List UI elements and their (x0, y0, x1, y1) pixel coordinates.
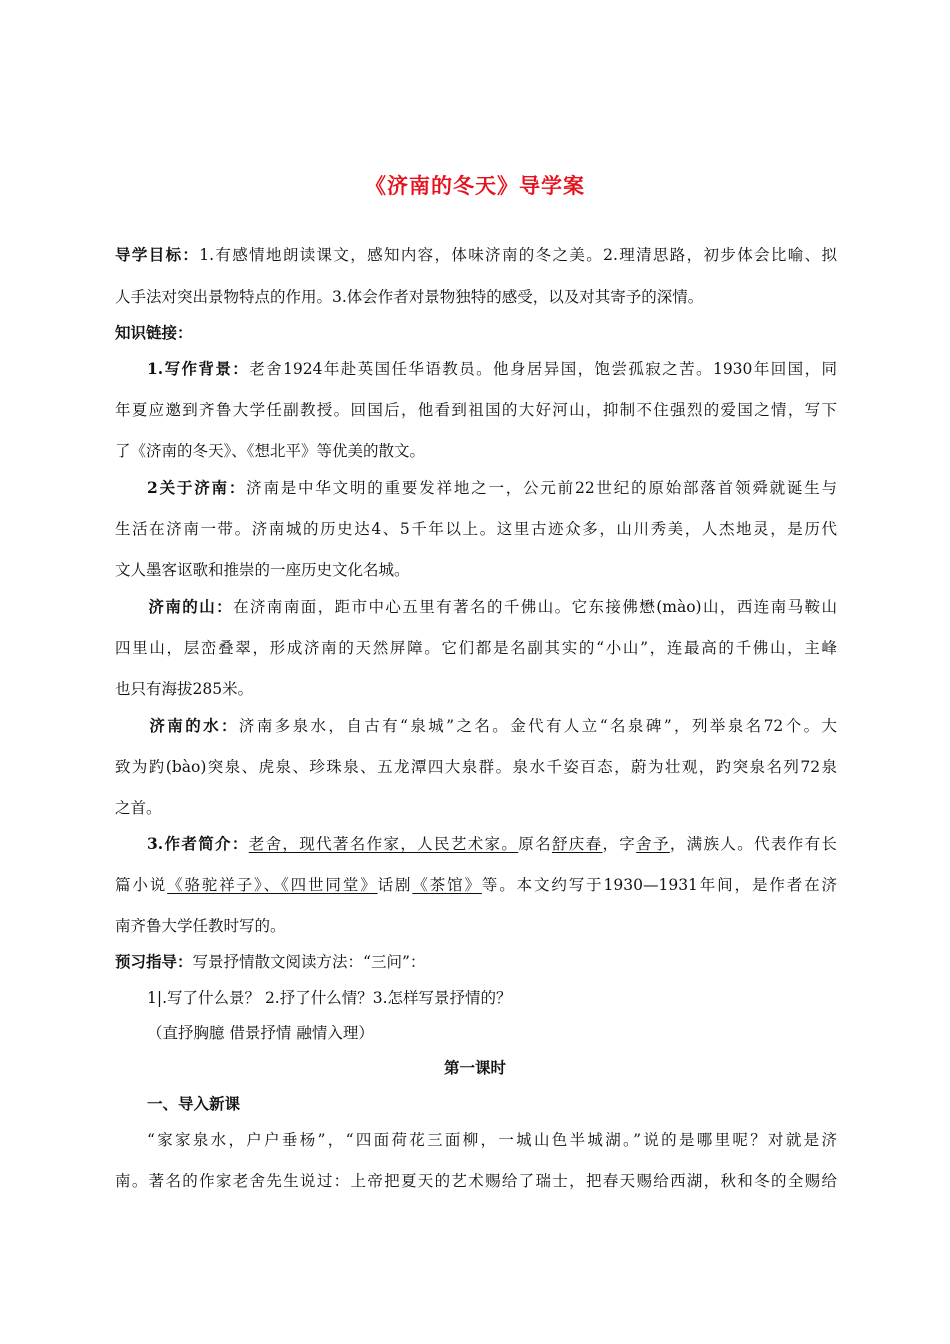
background-line-3: 了《济南的冬天》、《想北平》等优美的散文。 (115, 442, 426, 460)
preview-methods: （直抒胸臆 借景抒情 融情入理） (147, 1024, 374, 1042)
mountains-line-2: 四里山，层峦叠翠，形成济南的天然屏障。它们都是名副其实的“小山”，连最高的千佛山，主峰 (115, 639, 837, 657)
author-courtesy-name: 舍予 (636, 835, 670, 853)
background-text-1: 老舍1924年赴英国任华语教员。他身居异国，饱尝孤寂之苦。1930年回国，同 (249, 360, 837, 378)
mountains-line-1 (115, 596, 837, 618)
jinan-line-3: 文人墨客讴歌和推崇的一座历史文化名城。 (115, 561, 410, 579)
jinan-line-2: 生活在济南一带。济南城的历史达4、5千年以上。这里古迹众多，山川秀美，人杰地灵，是历代 (115, 520, 837, 538)
water-line-3: 之首。 (115, 799, 162, 817)
author-line-2 (115, 874, 837, 896)
lesson-section-title: 一、导入新课 (147, 1094, 241, 1113)
author-text: 话剧 (377, 876, 413, 894)
goals-line-2: 人手法对突出景物特点的作用。3.体会作者对景物独特的感受，以及对其寄予的深情。 (115, 288, 704, 306)
author-text: ，字 (602, 835, 637, 853)
mountains-line-3: 也只有海拔285米。 (115, 680, 254, 698)
goals-line-1 (115, 244, 837, 266)
jinan-text-1: 济南是中华文明的重要发祥地之一，公元前22世纪的原始部落首领舜就诞生与 (246, 479, 837, 497)
preview-label: 预习指导： (115, 952, 193, 971)
water-line-2: 致为趵(bào)突泉、虎泉、珍珠泉、五龙潭四大泉群。泉水千姿百态，蔚为壮观，趵突泉名列72泉 (115, 758, 837, 776)
goals-text-1: 1.有感情地朗读课文，感知内容，体味济南的冬之美。2.理清思路，初步体会比喻、拟 (199, 246, 837, 264)
author-line-1 (115, 833, 837, 855)
preview-questions: 1|.写了什么景？ 2.抒了什么情？3.怎样写景抒情的？ (147, 989, 512, 1007)
background-line-2: 年夏应邀到齐鲁大学任副教授。回国后，他看到祖国的大好河山，抑制不住强烈的爱国之情，写下 (115, 401, 837, 419)
mountains-label: 济南的山： (147, 597, 234, 616)
background-label: 1.写作背景： (147, 359, 250, 378)
author-line-3: 南齐鲁大学任教时写的。 (115, 917, 286, 935)
lesson-heading: 第一课时 (443, 1058, 506, 1077)
mountains-text-1: 在济南南面，距市中心五里有著名的千佛山。它东接佛懋(mào)山，西连南马鞍山 (233, 598, 837, 616)
author-text: 篇小说 (115, 876, 168, 894)
author-novels: 《骆驼祥子》、《四世同堂》 (167, 876, 378, 894)
author-drama: 《茶馆》 (412, 876, 482, 894)
author-real-name: 舒庆春 (551, 835, 603, 853)
author-text: 原名 (518, 835, 552, 853)
author-label: 3.作者简介： (147, 834, 249, 853)
lesson-line-2: 南。著名的作家老舍先生说过：上帝把夏天的艺术赐给了瑞士，把春天赐给西湖，秋和冬的全赐给 (115, 1172, 837, 1190)
document-title: 《济南的冬天》导学案 (365, 173, 585, 198)
lesson-line-1 (115, 1129, 837, 1151)
water-text-1: 济南多泉水，自古有“泉城”之名。金代有人立“名泉碑”，列举泉名72个。大 (238, 717, 837, 735)
goals-label: 导学目标： (115, 245, 200, 264)
jinan-label: 2关于济南： (147, 478, 247, 497)
jinan-line-1 (115, 477, 837, 499)
author-text: 等。本文约写于1930—1931年间，是作者在济 (481, 876, 837, 894)
lesson-text-1: “家家泉水，户户垂杨”，“四面荷花三面柳，一城山色半城湖。”说的是哪里呢？对就是济 (147, 1131, 837, 1149)
water-label: 济南的水： (147, 716, 239, 735)
preview-text: 写景抒情散文阅读方法：“三问”： (192, 953, 426, 971)
author-text: ，满族人。代表作有长 (669, 835, 837, 853)
water-line-1 (115, 715, 837, 737)
knowledge-label: 知识链接： (115, 323, 193, 342)
preview-line (115, 951, 837, 973)
author-intro: 老舍，现代著名作家，人民艺术家。 (248, 835, 519, 853)
background-line-1 (115, 358, 837, 380)
